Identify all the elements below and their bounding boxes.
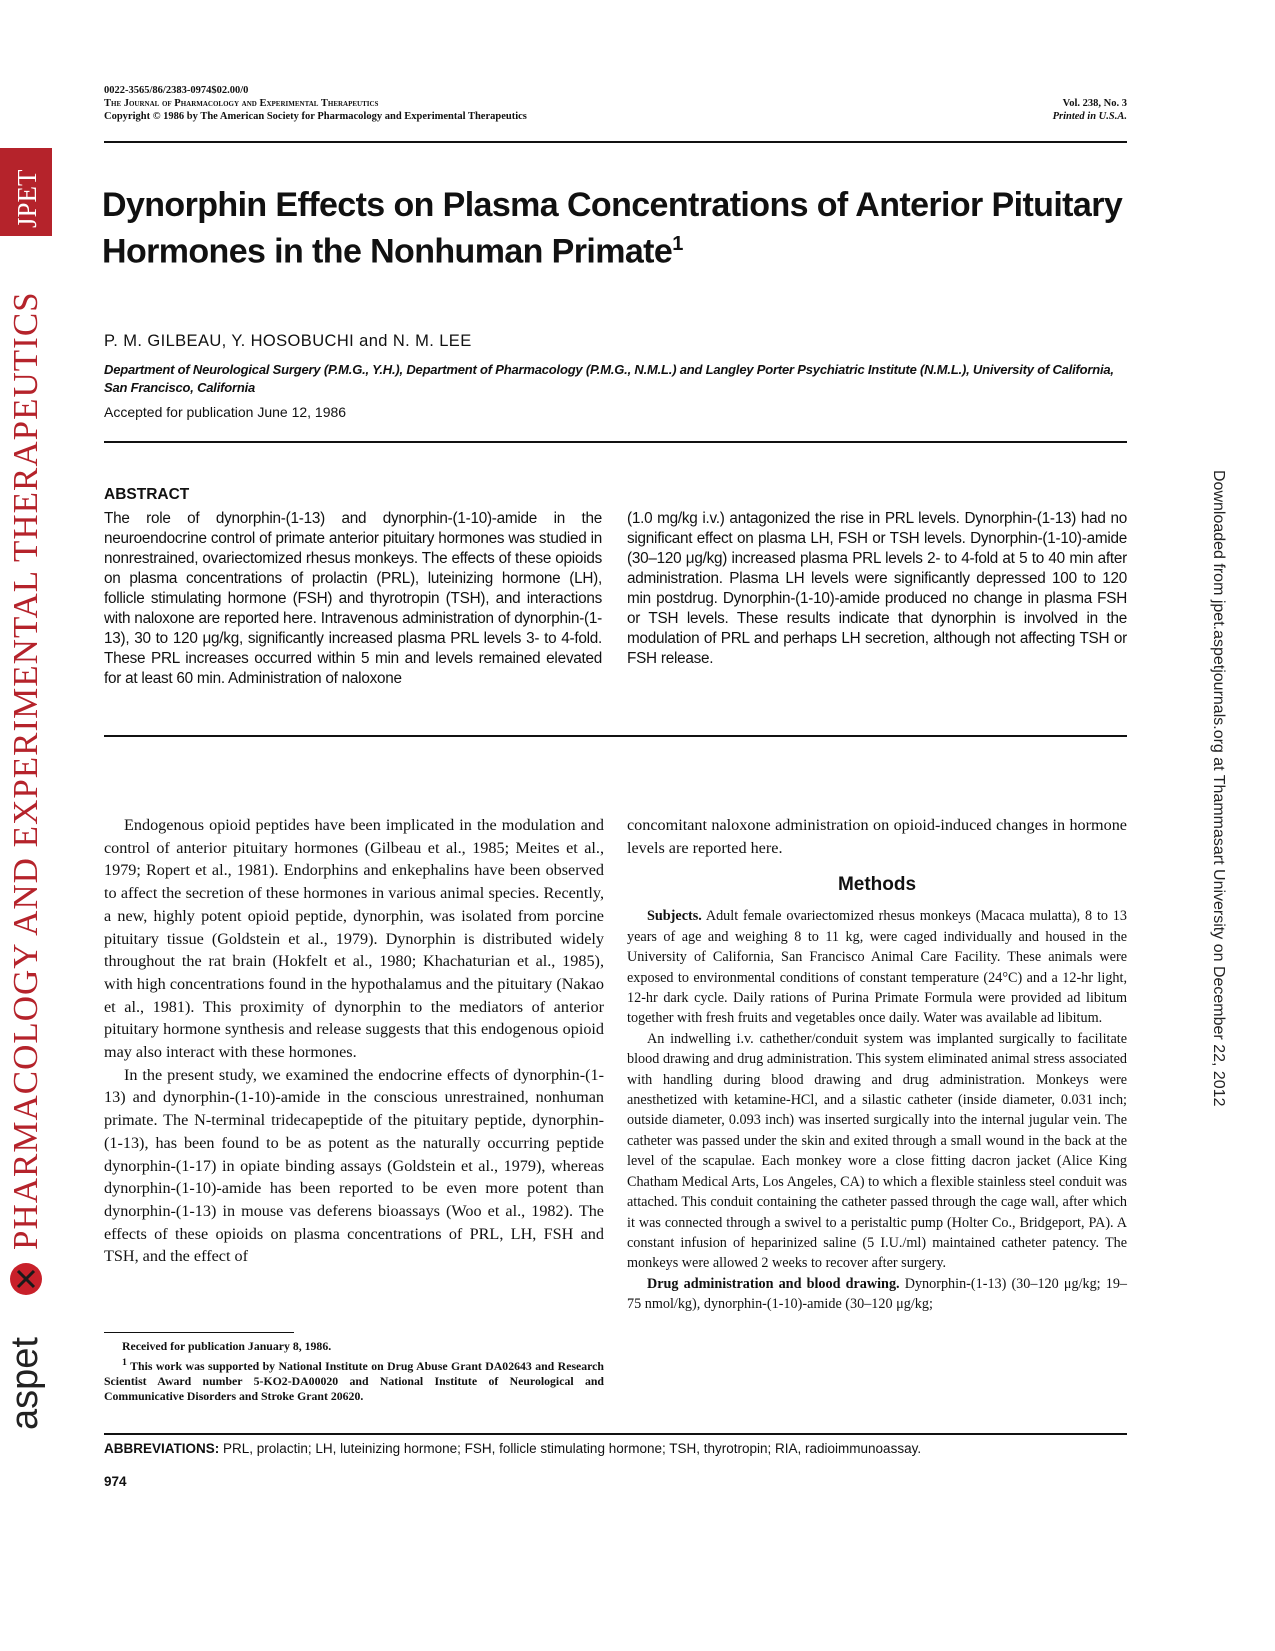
subjects-text: Adult female ovariectomized rhesus monkeys (Macaca mulatta), 8 to 13 years of age and weighing 8 to 11 kg, were caged individually and housed in the University of California, San Francisco Animal Care Facility. These animals were exposed to environmental conditions of constant temperature (24°C) and a 12-hr light, 12-hr dark cycle. Daily rations of Purina Primate Formula were provided ad libitum together with fresh fruits and vegetables once daily. Water was available ad libitum.	[627, 908, 1127, 1027]
subjects-label: Subjects.	[647, 908, 702, 925]
article-code: 0022-3565/86/2383-0974$02.00/0	[104, 85, 249, 96]
methods-text	[627, 906, 1127, 1314]
intro-paragraph-1: Endogenous opioid peptides have been implicated in the modulation and control of anterior pituitary hormones (Gilbeau et al., 1985; Meites et al., 1979; Ropert et al., 1981). Endorphins and enkephalins have been observed to affect the secretion of these hormones in various animal species. Recently, a new, highly potent opioid peptide, dynorphin, was isolated from porcine pituitary tissue (Goldstein et al., 1979). Dynorphin is distributed widely throughout the rat brain (Hokfelt et al., 1980; Khachaturian et al., 1985), with high concentrations found in the hypothalamus and the pituitary (Nakao et al., 1981). This proximity of dynorphin to the mediators of anterior pituitary hormone synthesis and release suggests that this endogenous opioid may also interact with these hormones.	[104, 816, 604, 1062]
abstract-column-2: (1.0 mg/kg i.v.) antagonized the rise in PRL levels. Dynorphin-(1-13) had no significant effect on plasma LH, FSH or TSH levels. Dynorphin-(1-10)-amide (30–120 μg/kg) increased plasma PRL levels 2- to 4-fold at 5 to 40 min after administration. Plasma LH levels were significantly depressed 100 to 120 min postdrug. Dynorphin-(1-10)-amide produced no change in plasma FSH or TSH levels. These results indicate that dynorphin is involved in the modulation of PRL and perhaps LH secretion, although not affecting TSH or FSH release.	[627, 510, 1127, 667]
intro-column	[104, 814, 604, 1268]
title-footnote-mark: 1	[672, 233, 683, 255]
abstract-top-rule	[104, 441, 1127, 443]
header-rule	[104, 141, 1127, 143]
subjects-paragraph	[627, 906, 1127, 1028]
accepted-date: Accepted for publication June 12, 1986	[104, 404, 347, 420]
abbreviations	[104, 1441, 1127, 1456]
abbreviations-label: ABBREVIATIONS:	[104, 1441, 220, 1456]
methods-column	[627, 814, 1127, 1315]
abstract-column-1: The role of dynorphin-(1-13) and dynorphin-(1-10)-amide in the neuroendocrine control of primate anterior pituitary hormones was studied in nonrestrained, ovariectomized rhesus monkeys. The effects of these opioids on plasma concentrations of prolactin (PRL), luteinizing hormone (LH), follicle stimulating hormone (FSH) and thyrotropin (TSH), and interactions with naloxone are reported here. Intravenous administration of dynorphin-(1-13), 30 to 120 μg/kg, significantly increased plasma PRL levels 3- to 4-fold. These PRL increases occurred within 5 min and levels remained elevated for at least 60 min. Administration of naloxone	[104, 510, 602, 687]
affiliation: Department of Neurological Surgery (P.M.G., Y.H.), Department of Pharmacology (P.M.G., N.M.L.) and Langley Porter Psychiatric Institute (N.M.L.), University of California, San Francisco, California	[104, 362, 1114, 395]
volume-info	[900, 97, 1127, 123]
abbreviations-text: PRL, prolactin; LH, luteinizing hormone; FSH, follicle stimulating hormone; TSH, thyrotropin; RIA, radioimmunoassay.	[223, 1441, 922, 1456]
jpet-logo-text: JPET	[12, 169, 42, 228]
article-title-text: Dynorphin Effects on Plasma Concentrations of Anterior Pituitary Hormones in the Nonhuman Primate	[102, 186, 1123, 271]
methods-heading: Methods	[837, 874, 917, 896]
funding-footnote-mark: 1	[122, 1356, 127, 1368]
funding-footnote-text: This work was supported by National Institute on Drug Abuse Grant DA02643 and Research Scientist Award number 5-KO2-DA00020 and National Institute of Neurological and Communicative Disorders and Stroke Grant 20620.	[104, 1358, 604, 1404]
funding-footnote	[104, 1355, 604, 1405]
copyright-line: Copyright © 1986 by The American Society for Pharmacology and Experimental Therapeutics	[104, 111, 527, 122]
footnotes	[104, 1339, 604, 1405]
jpet-logo-box	[0, 148, 52, 236]
page-number: 974	[104, 1474, 127, 1489]
footnote-rule	[104, 1332, 294, 1333]
printed-in: Printed in U.S.A.	[1052, 111, 1127, 122]
abstract-heading: ABSTRACT	[104, 486, 190, 503]
aspet-logo-text: aspet	[4, 1337, 46, 1430]
article-title	[102, 186, 1142, 271]
drug-paragraph	[627, 1274, 1127, 1315]
volume-number: Vol. 238, No. 3	[1062, 98, 1127, 109]
drug-label: Drug administration and blood drawing.	[647, 1275, 900, 1292]
drug-text: Dynorphin-(1-13) (30–120 μg/kg; 19–75 nmol/kg), dynorphin-(1-10)-amide (30–120 μg/kg;	[627, 1275, 1128, 1313]
sidebar-journal-name: PHARMACOLOGY AND EXPERIMENTAL THERAPEUTICS	[6, 291, 45, 1250]
intro-paragraph-2: In the present study, we examined the endocrine effects of dynorphin-(1-13) and dynorphin-(1-10)-amide in the conscious unrestrained, nonhuman primate. The N-terminal tridecapeptide of the pituitary peptide, dynorphin-(1-13), has been found to be as potent as the naturally occurring peptide dynorphin-(1-17) in opiate binding assays (Goldstein et al., 1979), whereas dynorphin-(1-10)-amide has been reported to be even more potent than dynorphin-(1-13) in mouse vas deferens bioassays (Woo et al., 1982). The effects of these opioids on plasma concentrations of PRL, LH, FSH and TSH, and the effect of	[104, 1065, 604, 1266]
intro-continuation: concomitant naloxone administration on opioid-induced changes in hormone levels are reported here.	[627, 816, 1127, 857]
received-date: Received for publication January 8, 1986.	[122, 1339, 332, 1353]
journal-name: The Journal of Pharmacology and Experimental Therapeutics	[104, 98, 379, 109]
abbreviations-rule	[104, 1433, 1127, 1435]
aspet-logo-mark	[9, 1262, 43, 1296]
download-notice: Downloaded from jpet.aspetjournals.org at Thammasart University on December 22, 2012	[1210, 470, 1227, 1107]
journal-header	[104, 84, 704, 123]
author-list: P. M. GILBEAU, Y. HOSOBUCHI and N. M. LEE	[104, 332, 472, 350]
abstract-bottom-rule	[104, 735, 1127, 737]
catheter-paragraph: An indwelling i.v. cathether/conduit system was implanted surgically to facilitate blood drawing and drug administration. This system eliminated animal stress associated with handling during blood drawing and drug administration. Monkeys were anesthetized with ketamine-HCl, and a silastic catheter (inside diameter, 0.031 inch; outside diameter, 0.093 inch) was inserted surgically into the internal jugular vein. The catheter was passed under the skin and exited through a small wound in the back at the level of the scapulae. Each monkey wore a close fitting dacron jacket (Alice King Chatham Medical Arts, Los Angeles, CA) to which a flexible stainless steel conduit was attached. This conduit containing the catheter passed through the cage wall, after which it was connected through a swivel to a peristaltic pump (Holter Co., Bridgeport, PA). A constant infusion of heparinized saline (5 I.U./ml) maintained catheter patency. The monkeys were allowed 2 weeks to recover after surgery.	[627, 1030, 1128, 1272]
